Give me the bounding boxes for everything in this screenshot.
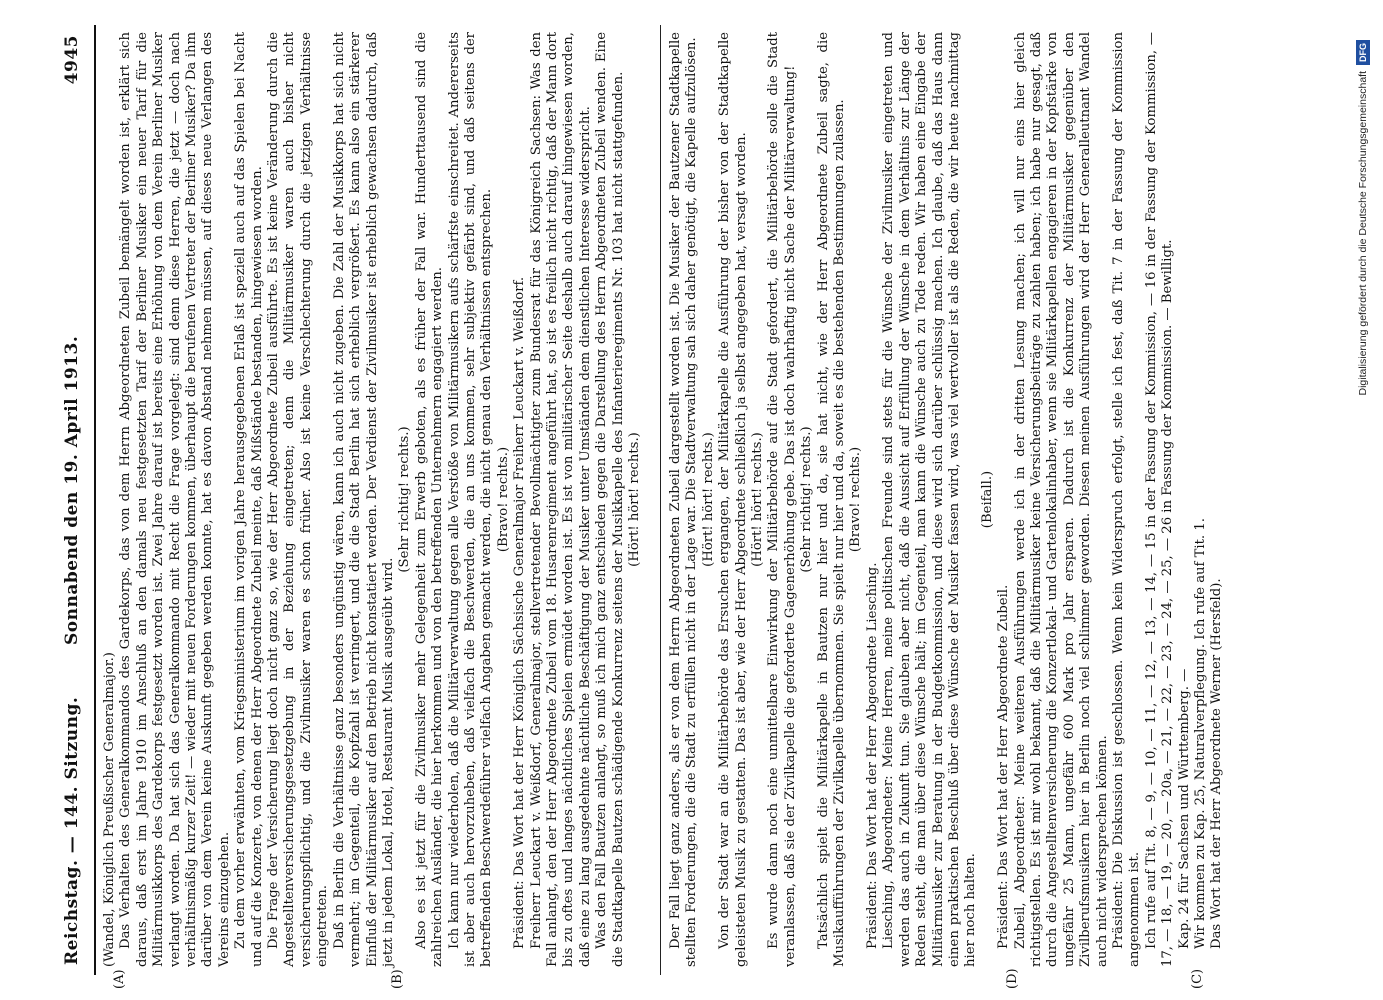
paragraph: Ich rufe auf Tit. 8, — 9, — 10, — 11, — 12, — 13, — 14, — 15 in der Fassung der Kommission, — 16 in der Fassung der Kommission, — 17, — 18, — 19, — 20, — 20a, — 21, — 22, — 23, — 24, — 25, — 26 in Fassung der Kommission. — Bewilligt. (1143, 32, 1176, 967)
paragraph: Es wurde dann noch eine unmittelbare Einwirkung der Militärbehörde auf die Stadt gefordert, die Militärbehörde solle die Stadt veranlassen, daß sie der Zivilkapelle die geforderte Gagenerhöhung gebe. Das ist doch wahrhaftig nicht Sache der Militärverwaltung! (766, 32, 798, 967)
credit-text-wrap (1352, 40, 1374, 980)
paragraph: Ich kann nur wiederholen, daß die Militärverwaltung gegen alle Verstöße von Militärmusikern aufs schärfste einschreitet. Andererseits ist aber auch hervorzuheben, daß vielfach die Beschwerden, die an uns kommen, sehr subjektiv gefärbt sind, und daß seitens der betreffenden Beschwerdeführer vielfach Angaben gemacht werden, die nicht genau den Verhältnissen entsprechen. (446, 32, 495, 967)
dfg-logo: DFG (1356, 40, 1370, 65)
interjection: (Beifall.) (979, 470, 995, 529)
margin-mark-a: (A) (112, 969, 127, 989)
paragraph: Wir kommen zu Kap. 25, Naturalverpflegung. Ich rufe auf Tit. 1. (1193, 518, 1208, 949)
column-right (668, 32, 1298, 967)
rotated-page-content (20, 25, 1320, 989)
column-divider (660, 25, 661, 975)
interjection: (Hört! hört! rechts.) (700, 432, 716, 567)
credit-text: Digitalisierung gefördert durch die Deutsche Forschungsgemeinschaft (1357, 71, 1369, 396)
paragraph: Kap. 24 für Sachsen und Württemberg. — (1176, 668, 1192, 949)
paragraph: Präsident: Das Wort hat der Herr Königlich Sächsische Generalmajor Freiherr Leuckart v. Weißdorf. (512, 276, 528, 949)
margin-mark-b: (B) (390, 969, 405, 989)
interjection: (Hört! hört! rechts.) (750, 432, 766, 567)
paragraph: Das Wort hat der Herr Abgeordnete Werner (Hersfeld). (1209, 578, 1225, 949)
margin-mark-c: (C) (1190, 968, 1205, 989)
header-date: Sonnabend den 19. April 1913. (62, 335, 82, 645)
header-rule (94, 25, 96, 975)
paragraph: Tatsächlich spielt die Militärkapelle in Bautzen nur hier und da, sie hat nicht, wie der Herr Abgeordnete Zubeil sagte, die Musikaufführungen der Zivilkapelle übernommen. Sie spielt nur hier und da, soweit es die bestehenden Bestimmungen zulassen. (815, 32, 848, 967)
interjection: (Bravo! rechts.) (848, 446, 864, 553)
paragraph: Freiherr Leuckart v. Weißdorf, Generalmajor, stellvertretender Bevollmächtigter zum Bundesrat für das Königreich Sachsen: Was den Fall anlangt, den der Herr Abgeordnete Zubeil vom 18. Husarenregiment angeführt hat, so ist es freilich nicht richtig, daß der Mann dort bis zu oftes und langes nächtliches Spielen ermüdet worden ist. Es ist von militärischer Seite deshalb auch darauf hingewiesen worden, daß eine zu lang ausgedehnte nächtliche Beschäftigung der Musiker unter Umständen dem dienstlichen Interesse widerspricht. (528, 32, 593, 967)
column-left (102, 32, 657, 967)
paragraph: Liesching, Abgeordneter: Meine Herren, meine politischen Freunde sind stets für die Wünsche der Zivilmusiker eingetreten und werden das auch in Zukunft tun. Sie glauben aber nicht, daß die Aussicht auf Erfüllung der Wünsche in dem Verhältnis zur Länge der Reden steht, die man über diese Wünsche hält; im Gegenteil, man kann die Wünsche auch zu Tode reden. Wir haben eine Eingabe der Militärmusiker zur Beratung in der Budgetkommission, und diese wird sich darüber schlüssig machen. Ich glaube, daß das Haus dann einen praktischen Beschluß über diese Wünsche der Musiker fassen wird, was viel wertvoller ist als die Reden, die wir heute nachmittag hier noch halten. (881, 32, 979, 967)
paragraph: Was den Fall Bautzen anlangt, so muß ich mich ganz entschieden gegen die Darstellung des Herrn Abgeordneten Zubeil wenden. Eine die Stadtkapelle Bautzen schädigende Konkurrenz seitens der Musikkapelle des Infanterieregiments Nr. 103 hat nicht stattgefunden. (594, 32, 626, 967)
page-number: 4945 (62, 35, 82, 85)
digitization-credit (1352, 40, 1374, 980)
paragraph: Zu dem vorher erwähnten, vom Kriegsministerium im vorigen Jahre herausgegebenen Erlaß ist speziell auch auf das Spielen bei Nacht und auf die Konzerte, von denen der Herr Abgeordnete Zubeil meinte, daß Mißstände bestanden, hingewiesen worden. (233, 32, 265, 967)
paragraph: Das Verhalten des Generalkommandos des Gardekorps, das von dem Herrn Abgeordneten Zubeil bemängelt worden ist, erklärt sich daraus, daß erst im Jahre 1910 im Anschluß an den damals neu festgesetzten Tarif der Berliner Musiker ein neuer Tarif für die Militärmusikkorps des Gardekorps festgesetzt worden ist. Zwei Jahre darauf ist bereits eine Erhöhung von dem Verein Berliner Musiker verlangt worden. Da hat sich das Generalkommando mit Recht die Frage vorgelegt: sind denn diese Herren, die jetzt — doch nach verhältnismäßig kurzer Zeit! — wieder mit neuen Forderungen kommen, überhaupt die berufenen Vertreter der Berliner Musiker? Da ihm darüber von dem Verein keine Auskunft gegeben werden konnte, hat es davon Abstand nehmen müssen, auf dieses neue Verlangen des Vereins einzugehen. (118, 32, 232, 967)
header-session: Reichstag. — 144. Sitzung. (62, 696, 82, 965)
interjection: (Hört! hört! rechts.) (627, 432, 642, 567)
margin-mark-d: (D) (1005, 968, 1020, 989)
interjection: (Bravo! rechts.) (495, 446, 511, 553)
paragraph: Daß in Berlin die Verhältnisse ganz besonders ungünstig wären, kann ich auch nicht zugeben. Die Zahl der Musikkorps hat sich nicht vermehrt; im Gegenteil, die Kopfzahl ist verringert, und die die Stadt Berlin hat sich erheblich vergrößert. Es kann also ein stärkerer Einfluß der Militärmusiker auf den Betrieb nicht konstatiert werden. Der Verdienst der Zivilmusiker ist erheblich gewachsen dadurch, daß jetzt in jedem Lokal, Hotel, Restaurant Musik ausgeübt wird. (331, 32, 396, 967)
paragraph: Zubeil, Abgeordneter: Meine weiteren Ausführungen werde ich in der dritten Lesung machen; ich will nur eins hier gleich richtigstellen. Es ist mir wohl bekannt, daß die Militärmusiker keine Versicherungsbeiträge zu zahlen haben; ich habe nur gesagt, daß durch die Angestelltenversicherung die Konzertlokal- und Gartenlokalinhaber, wenn sie Militärkapellen engagieren in der Kopfstärke von ungefähr 25 Mann, ungefähr 600 Mark pro Jahr ersparen. Dadurch ist die Konkurrenz der Militärmusiker gegenüber den Zivilberufsmusikern hier in Berlin noch viel schlimmer geworden. Diesen meinen Ausführungen wird der Herr Generalleutnant Wandel auch nicht widersprechen können. (1012, 32, 1110, 967)
page-header (62, 25, 92, 975)
paragraph: Präsident: Die Diskussion ist geschlossen. Wenn kein Widerspruch erfolgt, stelle ich fest, daß Tit. 7 in der Fassung der Kommission angenommen ist. (1110, 32, 1143, 967)
paragraph: (Wandel, Königlich Preußischer Generalmajor.) (102, 652, 117, 967)
paragraph: Präsident: Das Wort hat der Herr Abgeordnete Liesching. (864, 562, 880, 949)
interjection: (Sehr richtig! rechts.) (397, 426, 413, 573)
paragraph: Also es ist jetzt für die Zivilmusiker mehr Gelegenheit zum Erwerb geboten, als es früher der Fall war. Hunderttausend sind die zahlreichen Ausländer, die hier herkommen und von den betreffenden Unternehmern engagiert werden. (413, 32, 446, 967)
paragraph: Die Frage der Versicherung liegt doch nicht ganz so, wie der Herr Abgeordnete Zubeil ausführte. Es ist keine Veränderung durch die Angestelltenversicherungsgesetzgebung in der Beziehung eingetreten; denn die Militärmusiker waren auch bisher nicht versicherungspflichtig, und die Zivilmusiker waren es schon früher. Also ist keine Verschlechterung durch die jetzigen Verhältnisse eingetreten. (266, 32, 331, 967)
paragraph: Der Fall liegt ganz anders, als er von dem Herrn Abgeordneten Zubeil dargestellt worden ist. Die Musiker der Bautzener Stadtkapelle stellten Forderungen, die die Stadt zu erfüllen nicht in der Lage war. Die Stadtverwaltung sah sich daher genötigt, die Kapelle aufzulösen. (668, 32, 700, 967)
interjection: (Sehr richtig! rechts.) (799, 426, 815, 573)
paragraph: Von der Stadt war an die Militärbehörde das Ersuchen ergangen, der Militärkapelle die Ausführung der bisher von der Stadtkapelle geleisteten Musik zu gestatten. Das ist aber, wie der Herr Abgeordnete schließlich ja selbst angegeben hat, versagt worden. (717, 32, 749, 967)
paragraph: Präsident: Das Wort hat der Herr Abgeordnete Zubeil. (996, 584, 1012, 949)
